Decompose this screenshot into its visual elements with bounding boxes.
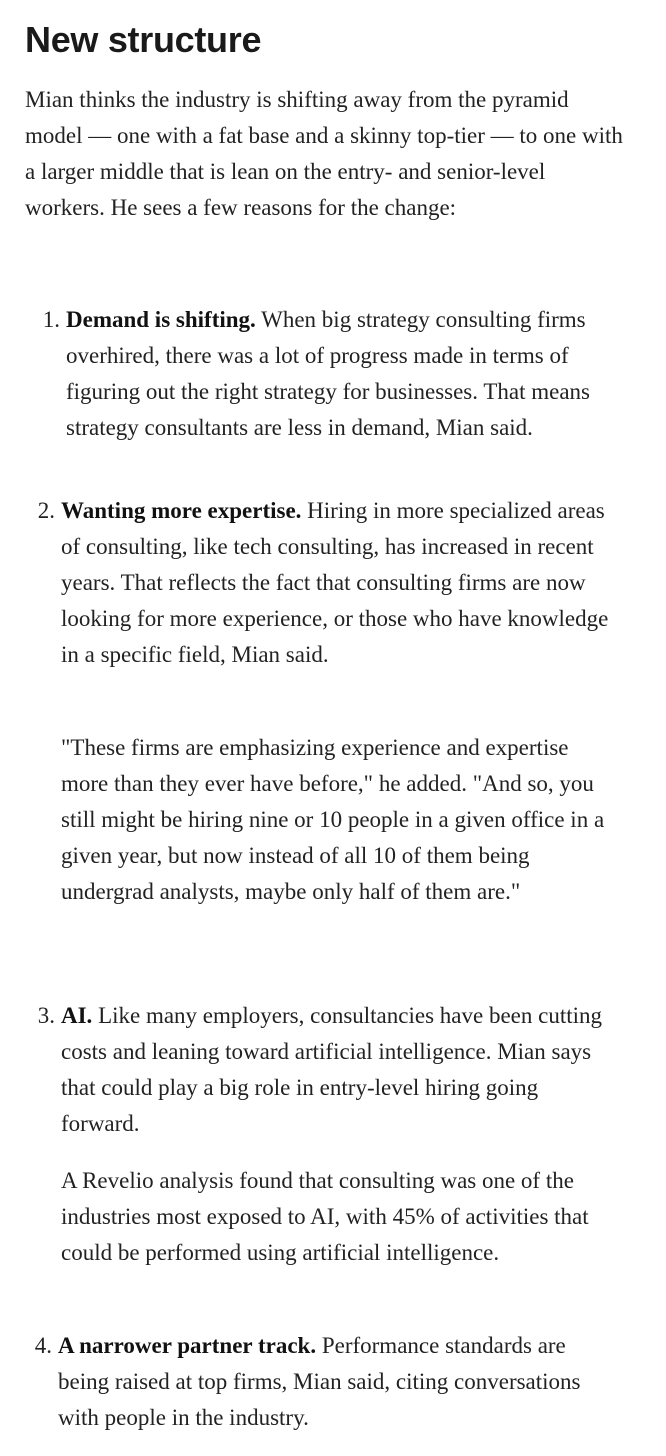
list-item-paragraph bbox=[58, 1328, 613, 1436]
list-item-text: Like many employers, consultancies have been cutting costs and leaning toward artificial intelligence. Mian says that could play a big role in entry-level hiring going forward. bbox=[61, 1003, 602, 1136]
revelio-paragraph: A Revelio analysis found that consulting was one of the industries most exposed to AI, with 45% of activities that could be performed using artificial intelligence. bbox=[61, 1168, 589, 1265]
list-item-lead: Wanting more expertise. bbox=[61, 498, 302, 523]
list-number: 1. bbox=[42, 307, 60, 332]
list-item-lead: AI. bbox=[61, 1003, 93, 1028]
list-number: 4. bbox=[34, 1333, 52, 1358]
section-heading: New structure bbox=[25, 19, 262, 60]
list-item-text: Performance standards are being raised at top firms, Mian said, citing conversations with people in the industry. bbox=[58, 1333, 581, 1430]
list-item-lead: A narrower partner track. bbox=[58, 1333, 317, 1358]
list-item-paragraph bbox=[61, 493, 616, 673]
list-item-paragraph bbox=[61, 998, 616, 1142]
list-number: 2. bbox=[37, 498, 55, 523]
list-item-ai bbox=[37, 998, 616, 1265]
quote-paragraph: "These firms are emphasizing experience and expertise more than they ever have before," he added. "And so, you still might be hiring nine or 10 people in a given office in a given year, but now instead of all 10 of them being undergrad analysts, maybe only half of them are." bbox=[61, 735, 605, 904]
list-item-text: When big strategy consulting firms overhired, there was a lot of progress made in terms of figuring out the right strategy for businesses. That means strategy consultants are less in demand, Mian said. bbox=[66, 307, 591, 440]
list-item-partner-track bbox=[34, 1328, 613, 1436]
list-item-text: Hiring in more specialized areas of consulting, like tech consulting, has increased in recent years. That reflects the fact that consulting firms are now looking for more experience, or those who have knowledge in a specific field, Mian said. bbox=[61, 498, 609, 667]
list-item-more-expertise bbox=[37, 493, 616, 904]
list-number: 3. bbox=[37, 1003, 55, 1028]
list-item-demand-shifting bbox=[42, 302, 621, 446]
intro-paragraph: Mian thinks the industry is shifting away from the pyramid model — one with a fat base and a skinny top-tier — to one with a larger middle that is lean on the entry- and senior-level workers. He sees a few reasons for the change: bbox=[25, 87, 623, 220]
list-item-paragraph bbox=[66, 302, 621, 446]
list-item-lead: Demand is shifting. bbox=[66, 307, 256, 332]
